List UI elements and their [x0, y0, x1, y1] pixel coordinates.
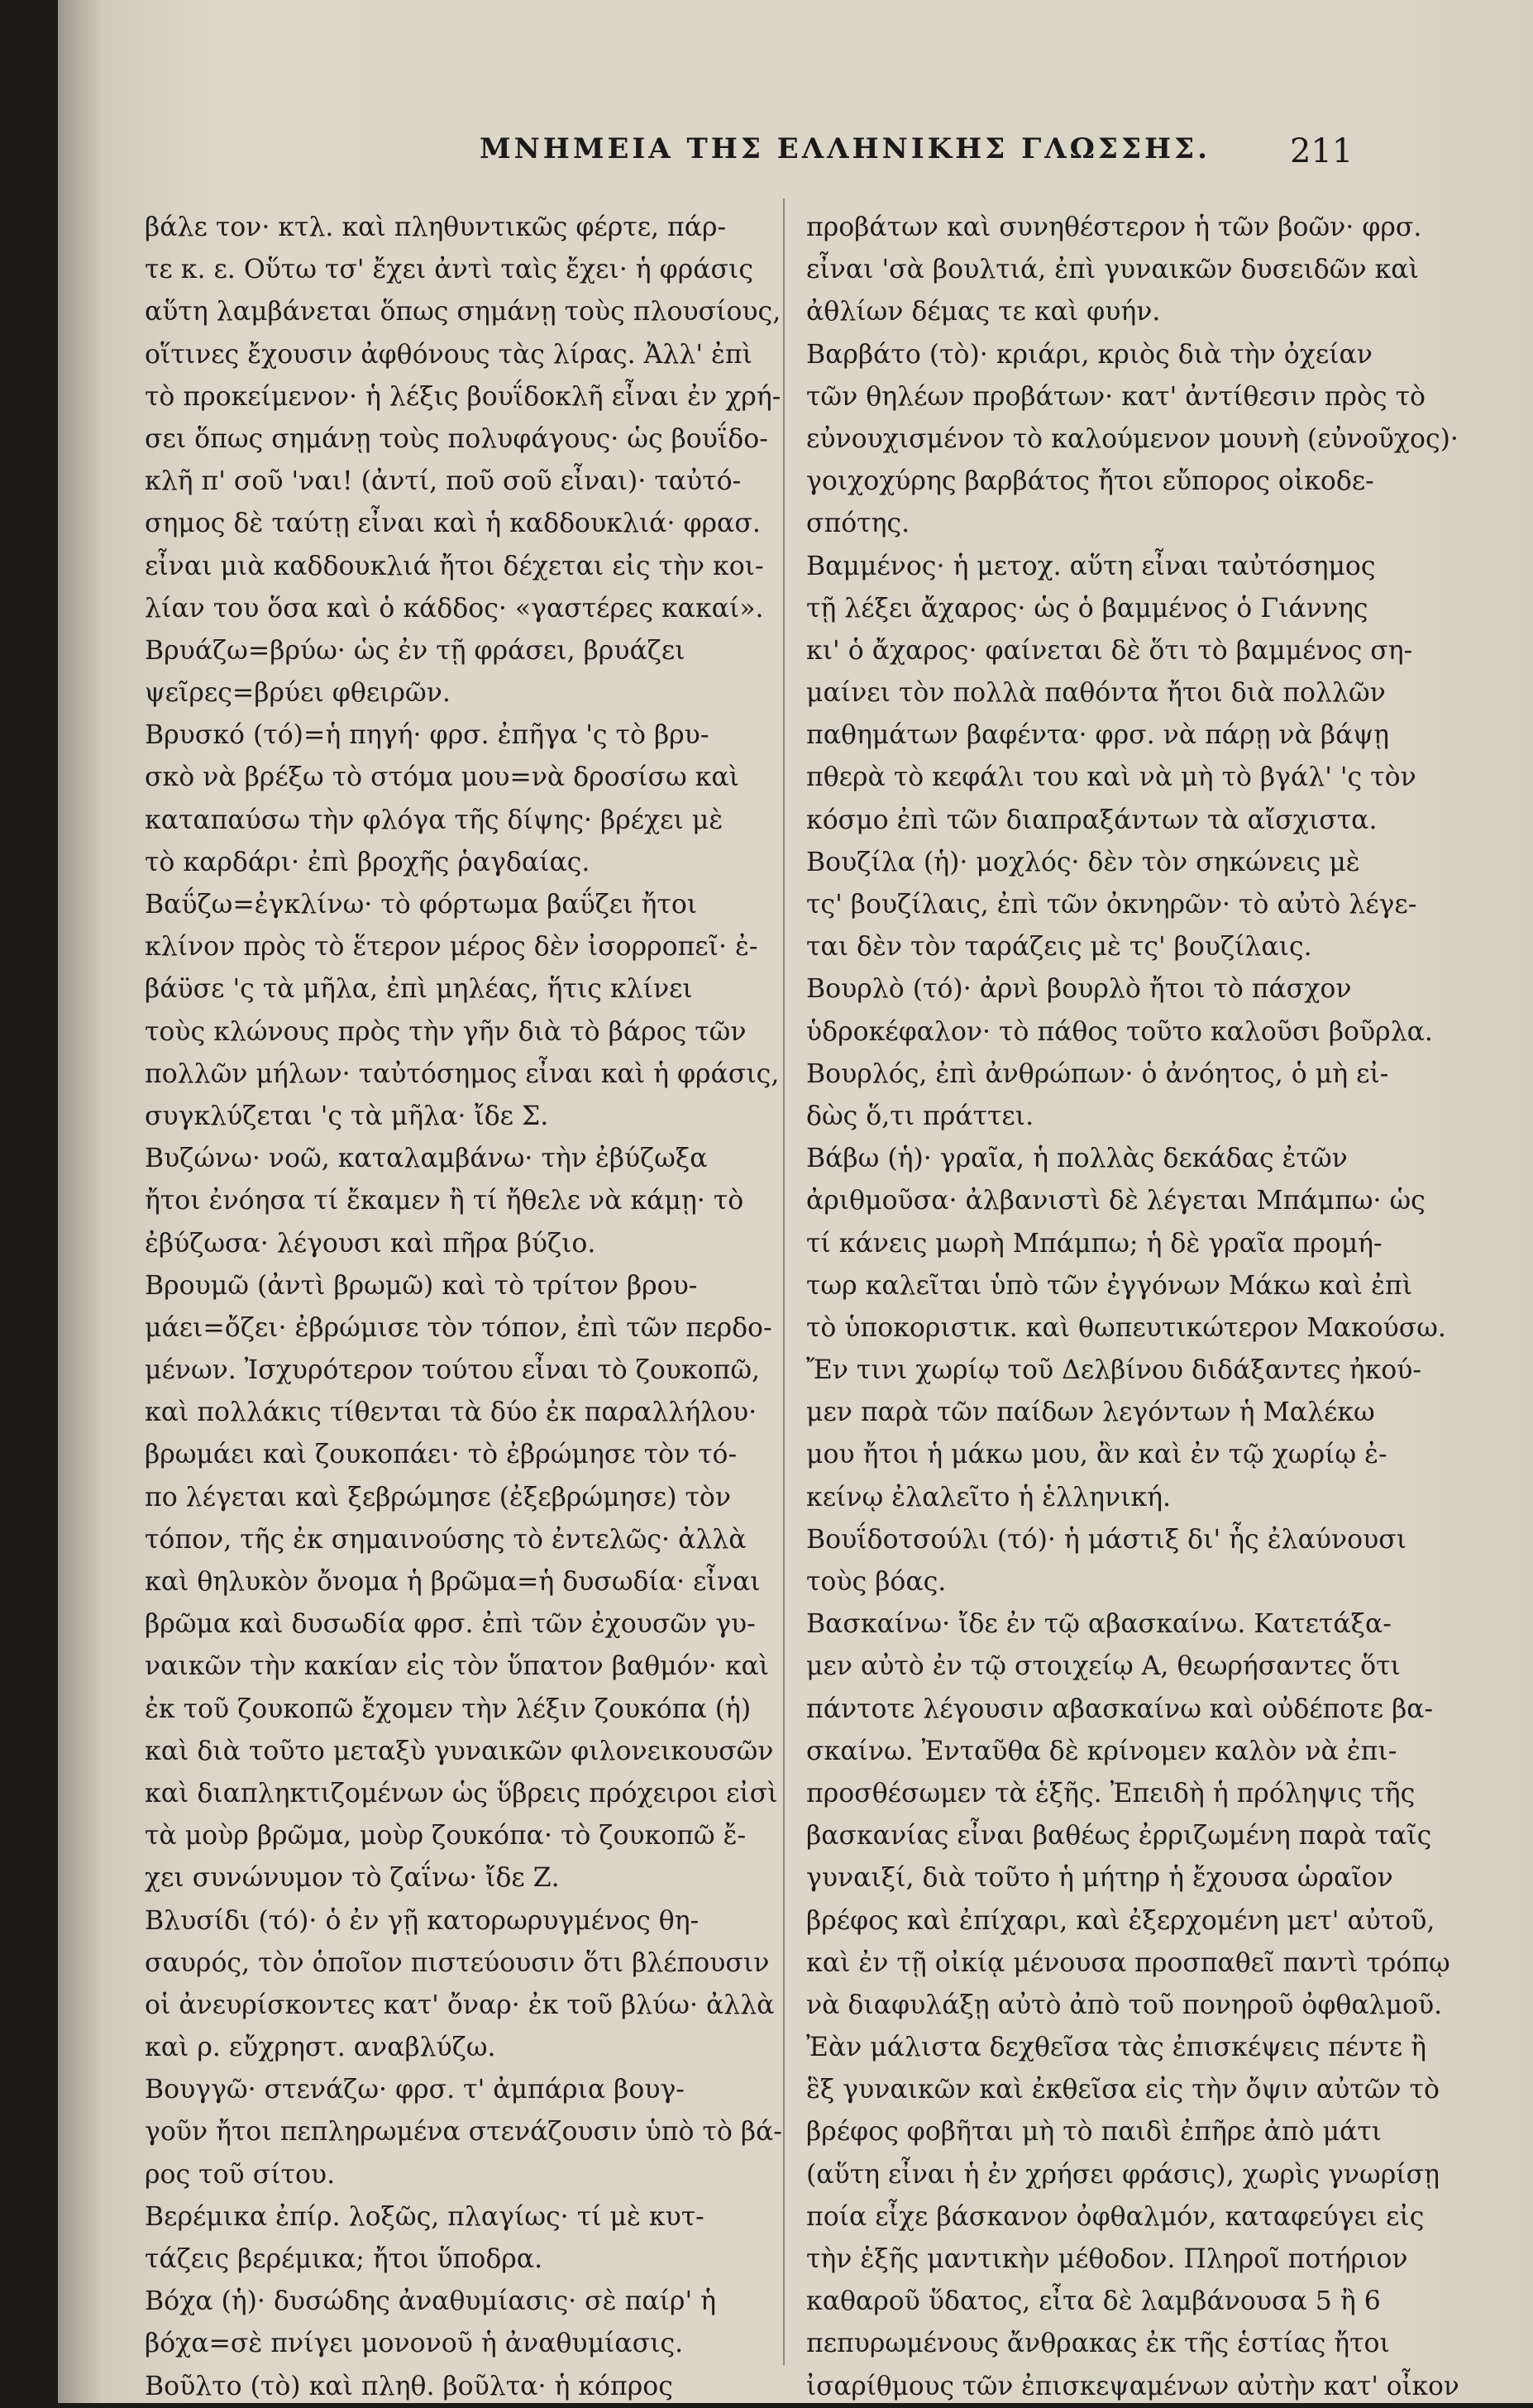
text-line: βρωμάει καὶ ζουκοπάει· τὸ ἐβρώμησε τὸν τό-: [145, 1440, 738, 1470]
text-line: τῇ λέξει ἄχαρος· ὡς ὁ βαμμένος ὁ Γιάννης: [806, 593, 1368, 624]
text-line: μένων. Ἰσχυρότερον τούτου εἶναι τὸ ζουκοπῶ,: [145, 1355, 761, 1386]
text-line: τόπον, τῆς ἐκ σημαινούσης τὸ ἐντελῶς· ἀλλὰ: [145, 1524, 747, 1555]
text-line: Βουγγῶ· στενάζω· φρσ. τ' ἀμπάρια βουγ-: [145, 2075, 685, 2105]
text-line: μεν παρὰ τῶν παίδων λεγόντων ἡ Μαλέκω: [806, 1398, 1375, 1428]
book-page: [58, 0, 1533, 2403]
text-line: σαυρός, τὸν ὁποῖον πιστεύουσιν ὅτι βλέπουσιν: [145, 1947, 770, 1978]
right-column: [806, 207, 1459, 2408]
text-line: εὐνουχισμένον τὸ καλούμενον μουνὴ (εὐνοῦχος)·: [806, 423, 1459, 454]
running-title: ΜΝΗΜΕΙΑ ΤΗΣ ΕΛΛΗΝΙΚΗΣ ΓΛΩΣΣΗΣ.: [480, 132, 1211, 165]
text-line: ἓξ γυναικῶν καὶ ἐκθεῖσα εἰς τὴν ὄψιν αὐτῶν τὸ: [806, 2075, 1440, 2105]
text-line: τοὺς βόας.: [806, 1567, 947, 1597]
text-line: ναικῶν τὴν κακίαν εἰς τὸν ὕπατον βαθμόν· καὶ: [145, 1651, 770, 1682]
text-line: τς' βουζίλαις, ἐπὶ τῶν ὀκνηρῶν· τὸ αὐτὸ λέγε-: [806, 890, 1417, 920]
page-number: 211: [1290, 132, 1354, 170]
text-line: δὼς ὅ,τι πράττει.: [806, 1101, 1034, 1131]
text-line: Ἐὰν μάλιστα δεχθεῖσα τὰς ἐπισκέψεις πέντε ἢ: [806, 2033, 1427, 2063]
text-line: καὶ ρ. εὔχρηστ. αναβλύζω.: [145, 2033, 496, 2063]
text-line: παθημάτων βαφέντα· φρσ. νὰ πάρῃ νὰ βάψῃ: [806, 720, 1389, 751]
text-line: βάϋσε 'ς τὰ μῆλα, ἐπὶ μηλέας, ἥτις κλίνει: [145, 974, 693, 1005]
text-line: ἀριθμοῦσα· ἀλβανιστὶ δὲ λέγεται Μπάμπω· ὡς: [806, 1186, 1426, 1216]
text-line: τῶν θηλέων προβάτων· κατ' ἀντίθεσιν πρὸς τὸ: [806, 381, 1426, 412]
text-line: Βουΐδοτσούλι (τό)· ἡ μάστιξ δι' ἧς ἐλαύνουσι: [806, 1524, 1407, 1555]
text-line: βάλε τον· κτλ. καὶ πληθυντικῶς φέρτε, πάρ-: [145, 213, 727, 242]
text-line: τὴν ἑξῆς μαντικὴν μέθοδον. Πληροῖ ποτήριον: [806, 2244, 1408, 2274]
text-line: πο λέγεται καὶ ξεβρώμησε (ἐξεβρώμησε) τὸν: [145, 1482, 732, 1512]
text-line: σκὸ νὰ βρέξω τὸ στόμα μου=νὰ δροσίσω καὶ: [145, 762, 739, 793]
text-line: λίαν του ὅσα καὶ ὁ κάδδος· «γαστέρες κακαί».: [145, 593, 764, 624]
text-line: κλίνον πρὸς τὸ ἕτερον μέρος δὲν ἰσορροπεῖ· ἐ-: [145, 932, 758, 963]
text-line: Βόχα (ἡ)· δυσώδης ἀναθυμίασις· σὲ παίρ' ἡ: [145, 2286, 716, 2317]
text-line: τωρ καλεῖται ὑπὸ τῶν ἐγγόνων Μάκω καὶ ἐπὶ: [806, 1270, 1413, 1301]
text-line: καταπαύσω τὴν φλόγα τῆς δίψης· βρέχει μὲ: [145, 805, 724, 835]
text-line: βόχα=σὲ πνίγει μονονοῦ ἡ ἀναθυμίασις.: [145, 2329, 684, 2359]
text-line: ἀθλίων δέμας τε καὶ φυήν.: [806, 297, 1161, 327]
text-line: τὸ ὑποκοριστικ. καὶ θωπευτικώτερον Μακούσω.: [806, 1312, 1446, 1343]
text-line: ἐκ τοῦ ζουκοπῶ ἔχομεν τὴν λέξιν ζουκόπα (ἡ): [145, 1694, 752, 1724]
text-line: Βουρλός, ἐπὶ ἀνθρώπων· ὁ ἀνόητος, ὁ μὴ εἰ-: [806, 1058, 1389, 1089]
text-line: πάντοτε λέγουσιν αβασκαίνω καὶ οὐδέποτε βα-: [806, 1694, 1434, 1724]
text-line: γυναιξί, διὰ τοῦτο ἡ μήτηρ ἡ ἔχουσα ὡραῖον: [806, 1863, 1393, 1894]
text-line: μου ἤτοι ἡ μάκω μου, ἂν καὶ ἐν τῷ χωρίῳ ἐ-: [806, 1440, 1387, 1470]
text-line: ἰσαρίθμους τῶν ἐπισκεψαμένων αὐτὴν κατ' οἶκον: [806, 2371, 1459, 2401]
text-line: Βάβω (ἡ)· γραῖα, ἡ πολλὰς δεκάδας ἐτῶν: [806, 1144, 1348, 1174]
text-line: τί κάνεις μωρὴ Μπάμπω; ἡ δὲ γραῖα προμή-: [806, 1228, 1383, 1259]
text-line: προσθέσωμεν τὰ ἑξῆς. Ἐπειδὴ ἡ πρόληψις τῆς: [806, 1778, 1416, 1808]
text-line: ὑδροκέφαλον· τὸ πάθος τοῦτο καλοῦσι βοῦρλα.: [806, 1016, 1433, 1047]
text-line: τάζεις βερέμικα; ἤτοι ὕποδρα.: [145, 2244, 543, 2274]
text-line: σκαίνω. Ἐνταῦθα δὲ κρίνομεν καλὸν νὰ ἐπι-: [806, 1736, 1397, 1766]
text-line: τοὺς κλώνους πρὸς τὴν γῆν διὰ τὸ βάρος τῶν: [145, 1016, 747, 1047]
text-line: Βοῦλτο (τὸ) καὶ πληθ. βοῦλτα· ἡ κόπρος: [145, 2371, 673, 2401]
text-line: τὸ καρδάρι· ἐπὶ βροχῆς ῥαγδαίας.: [145, 847, 590, 877]
text-line: ἤτοι ἐνόησα τί ἔκαμεν ἢ τί ἤθελε νὰ κάμῃ· τὸ: [145, 1186, 744, 1216]
text-line: κείνῳ ἐλαλεῖτο ἡ ἑλληνική.: [806, 1482, 1172, 1512]
text-line: μαίνει τὸν πολλὰ παθόντα ἤτοι διὰ πολλῶν: [806, 678, 1386, 709]
text-line: καθαροῦ ὕδατος, εἶτα δὲ λαμβάνουσα 5 ἢ 6: [806, 2286, 1381, 2317]
column-divider: [783, 198, 785, 2365]
text-line: καὶ θηλυκὸν ὄνομα ἡ βρῶμα=ἡ δυσωδία· εἶναι: [145, 1567, 761, 1597]
text-line: Βρυσκό (τό)=ἡ πηγή· φρσ. ἐπῆγα 'ς τὸ βρυ-: [145, 720, 709, 751]
text-line: σπότης.: [806, 509, 910, 539]
text-line: καὶ πολλάκις τίθενται τὰ δύο ἐκ παραλλήλου·: [145, 1398, 757, 1428]
text-line: οἱ ἀνευρίσκοντες κατ' ὄναρ· ἐκ τοῦ βλύω· ἀλλὰ: [145, 1990, 775, 2020]
text-line: ποία εἶχε βάσκανον ὀφθαλμόν, καταφεύγει εἰς: [806, 2201, 1425, 2232]
text-line: Βαρβάτο (τὸ)· κριάρι, κριὸς διὰ τὴν ὀχείαν: [806, 339, 1373, 370]
left-column: [145, 207, 790, 2408]
text-line: ρος τοῦ σίτου.: [145, 2159, 336, 2190]
text-line: καὶ διὰ τοῦτο μεταξὺ γυναικῶν φιλονεικουσῶν: [145, 1736, 774, 1766]
text-line: Βερέμικα ἐπίρ. λοξῶς, πλαγίως· τί μὲ κυτ-: [145, 2201, 704, 2232]
text-line: μεν αὐτὸ ἐν τῷ στοιχείῳ Α, θεωρήσαντες ὅτι: [806, 1651, 1401, 1682]
text-line: Βουρλὸ (τό)· ἀρνὶ βουρλὸ ἤτοι τὸ πάσχον: [806, 974, 1352, 1005]
text-line: αὕτη λαμβάνεται ὅπως σημάνῃ τοὺς πλουσίους,: [145, 297, 781, 327]
text-line: μάει=ὄζει· ἐβρώμισε τὸν τόπον, ἐπὶ τῶν περδο-: [145, 1312, 772, 1343]
text-line: βασκανίας εἶναι βαθέως ἐρριζωμένη παρὰ ταῖς: [806, 1821, 1432, 1851]
text-line: Βυζώνω· νοῶ, καταλαμβάνω· τὴν ἐβύζωξα: [145, 1144, 708, 1174]
text-line: Βουζίλα (ἡ)· μοχλός· δὲν τὸν σηκώνεις μὲ: [806, 847, 1360, 877]
text-line: πθερὰ τὸ κεφάλι του καὶ νὰ μὴ τὸ βγάλ' 'ς τὸν: [806, 762, 1416, 793]
text-line: πολλῶν μήλων· ταὐτόσημος εἶναι καὶ ἡ φράσις,: [145, 1058, 780, 1089]
text-line: κλῆ π' σοῦ 'ναι! (ἀντί, ποῦ σοῦ εἶναι)· ταὐτό-: [145, 466, 742, 497]
text-line: κι' ὁ ἄχαρος· φαίνεται δὲ ὅτι τὸ βαμμένος ση-: [806, 635, 1413, 666]
text-line: καὶ ἐν τῇ οἰκίᾳ μένουσα προσπαθεῖ παντὶ τρόπῳ: [806, 1947, 1450, 1978]
text-line: σει ὅπως σημάνῃ τοὺς πολυφάγους· ὡς βουΐδο-: [145, 423, 768, 454]
text-line: βρέφος φοβῆται μὴ τὸ παιδὶ ἐπῆρε ἀπὸ μάτι: [806, 2117, 1383, 2148]
text-line: πεπυρωμένους ἄνθρακας ἐκ τῆς ἑστίας ἤτοι: [806, 2329, 1390, 2359]
text-line: βρῶμα καὶ δυσωδία φρσ. ἐπὶ τῶν ἐχουσῶν γυ-: [145, 1609, 756, 1640]
text-line: ψεῖρες=βρύει φθειρῶν.: [145, 678, 451, 709]
text-line: Βρουμῶ (ἀντὶ βρωμῶ) καὶ τὸ τρίτον βρου-: [145, 1270, 698, 1301]
text-line: προβάτων καὶ συνηθέστερον ἡ τῶν βοῶν· φρσ.: [806, 213, 1422, 242]
text-line: συγκλύζεται 'ς τὰ μῆλα· ἴδε Σ.: [145, 1101, 549, 1131]
text-line: Βαΰζω=ἐγκλίνω· τὸ φόρτωμα βαΰζει ἤτοι: [145, 890, 698, 920]
text-line: εἶναι 'σὰ βουλτιά, ἐπὶ γυναικῶν δυσειδῶν καὶ: [806, 255, 1419, 285]
text-line: γοῦν ἤτοι πεπληρωμένα στενάζουσιν ὑπὸ τὸ βά-: [145, 2117, 782, 2148]
text-line: βρέφος καὶ ἐπίχαρι, καὶ ἐξερχομένη μετ' αὐτοῦ,: [806, 1905, 1435, 1936]
text-line: Βλυσίδι (τό)· ὁ ἐν γῇ κατορωρυγμένος θη-: [145, 1905, 700, 1936]
text-line: Βαμμένος· ἡ μετοχ. αὕτη εἶναι ταὐτόσημος: [806, 551, 1376, 581]
page-header: [58, 132, 1533, 182]
text-line: (αὕτη εἶναι ἡ ἐν χρήσει φράσις), χωρὶς γνωρίσῃ: [806, 2159, 1440, 2190]
text-line: Βασκαίνω· ἴδε ἐν τῷ αβασκαίνω. Κατετάξα-: [806, 1609, 1392, 1640]
text-line: οἵτινες ἔχουσιν ἀφθόνους τὰς λίρας. Ἀλλ' ἐπὶ: [145, 339, 752, 370]
text-line: Βρυάζω=βρύω· ὡς ἐν τῇ φράσει, βρυάζει: [145, 635, 685, 666]
text-line: σημος δὲ ταύτῃ εἶναι καὶ ἡ καδδουκλιά· φρασ.: [145, 509, 761, 539]
text-line: χει συνώνυμον τὸ ζαΐνω· ἴδε Ζ.: [145, 1863, 560, 1894]
text-line: ται δὲν τὸν ταράζεις μὲ τς' βουζίλαις.: [806, 932, 1312, 963]
text-line: τὰ μοὺρ βρῶμα, μοὺρ ζουκόπα· τὸ ζουκοπῶ ἔ-: [145, 1821, 747, 1851]
text-line: εἶναι μιὰ καδδουκλιά ἤτοι δέχεται εἰς τὴν κοι-: [145, 551, 764, 581]
text-line: ἐβύζωσα· λέγουσι καὶ πῆρα βύζιο.: [145, 1228, 596, 1259]
text-line: γοιχοχύρης βαρβάτος ἤτοι εὔπορος οἰκοδε-: [806, 466, 1374, 497]
text-line: κόσμο ἐπὶ τῶν διαπραξάντων τὰ αἴσχιστα.: [806, 805, 1378, 835]
text-line: τε κ. ε. Οὕτω τσ' ἔχει ἀντὶ ταὶς ἔχει· ἡ φράσις: [145, 255, 754, 285]
text-line: τὸ προκείμενον· ἡ λέξις βουΐδοκλῆ εἶναι ἐν χρή-: [145, 381, 781, 412]
text-line: καὶ διαπληκτιζομένων ὡς ὕβρεις πρόχειροι εἰσὶ: [145, 1778, 778, 1808]
text-line: νὰ διαφυλάξῃ αὐτὸ ἀπὸ τοῦ πονηροῦ ὀφθαλμοῦ.: [806, 1990, 1443, 2020]
text-line: Ἔν τινι χωρίῳ τοῦ Δελβίνου διδάξαντες ἠκού-: [806, 1355, 1422, 1386]
